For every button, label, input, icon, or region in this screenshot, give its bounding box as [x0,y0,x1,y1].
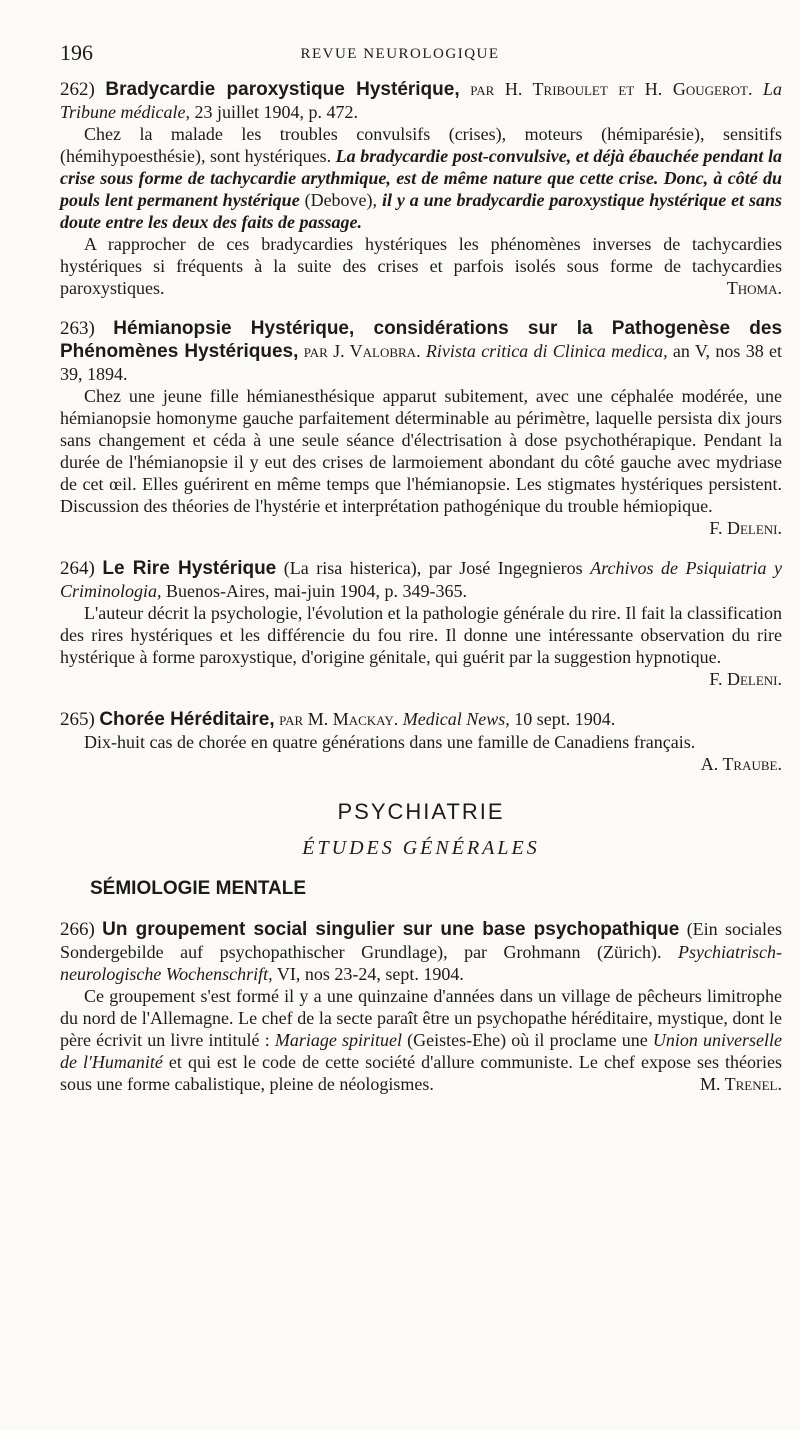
entry-signature: A. Traube. [700,754,782,774]
entry-number: 265) [60,709,95,730]
entry-source: Rivista critica di Clinica medica, [425,341,668,361]
entry-title: Hémianopsie Hystérique, considérations sur la Pathogenèse des Phénomènes Hystériques, [60,318,783,362]
entry-source: La Tribune médicale, [60,79,783,122]
entry-byline: (Ein sociales Sondergebilde auf psychopathischer Grundlage), par Grohmann (Zürich). [60,919,782,962]
entry-body: Chez la malade les troubles convulsifs (crises), moteurs (hémiparésie), sensitifs (hémihypoesthésie), sont hystériques. La bradycardie post-convulsive, et déjà ébauchée pendant la crise sous forme de tachycardie arythmique, est de même nature que cette crise. Donc, à côté du pouls lent permanent hystérique (Debove), il y a une bradycardie paroxystique hystérique et sans doute entre les deux des faits de passage. [60,124,783,232]
entry-source: Medical News, [402,709,510,729]
entry-number: 264) [60,558,95,579]
entry-body: L'auteur décrit la psychologie, l'évolution et la pathologie générale du rire. Il fait la classification des rires hystériques et les différencie du fou rire. Il donne une intéressante observation du rire hystérique à forme paroxystique, d'origine génitale, qui guérit par la suggestion hypnotique. F. Deleni. [60,603,782,689]
entry-heading [60,557,782,602]
abstract-entry-264 [60,557,782,690]
entry-details: 23 juillet 1904, p. 472. [194,102,358,122]
entry-heading [60,708,782,731]
abstract-entry-263 [60,317,782,539]
page-header [60,40,740,70]
running-title: REVUE NEUROLOGIQUE [300,46,500,62]
entry-body: Ce groupement s'est formé il y a une quinzaine d'années dans un village de pêcheurs limitrophe du nord de l'Allemagne. Le chef de la secte paraît être un psychopathe héréditaire, mystique, dont le père écrivit un livre intitulé : Mariage spirituel (Geistes-Ehe) où il proclame une Union universelle de l'Humanité et qui est le code de cette société d'allure communiste. Le chef expose ses théories sous une forme cabalistique, pleine de néologismes. M. Trenel. [60,986,782,1094]
entry-byline: par J. Valobra. [303,341,421,361]
entry-details: an V, nos 38 et 39, 1894. [60,341,782,384]
entry-signature: F. Deleni. [709,669,782,689]
entry-byline: par H. Triboulet et H. Gougerot. [470,79,753,99]
entry-source: Archivos de Psiquiatria y Criminologia, [60,558,783,601]
entry-signature: F. Deleni. [709,518,782,538]
entry-details: Buenos-Aires, mai-juin 1904, p. 349-365. [166,581,467,601]
entry-source: Psychiatrisch-neurologische Wochenschrift, [60,942,783,984]
page-number: 196 [60,40,93,65]
entry-body: Chez une jeune fille hémianesthésique apparut subitement, avec une céphalée modérée, une hémianopsie homonyme gauche parfaitement déterminable au périmètre, laquelle persista dix jours sans changement et céda à une seule séance d'électrisation à dose psychothérapique. Pendant la durée de l'hémianopsie il y eut des crises de larmoiement abondant du côté gauche avec mydriase de cet œil. Elles guérirent en même temps que l'hémianopsie. Les stigmates hystériques persistent. Discussion des théories de l'hystérie et interprétation pathogénique du trouble hémiopique. F. Deleni. [60,386,782,538]
abstract-entry-262 [60,78,782,299]
entry-number: 262) [60,79,95,100]
abstract-entry-266 [60,918,782,1095]
entry-signature: M. Trenel. [699,1074,782,1094]
entry-title: Chorée Héréditaire, [99,709,275,730]
section-title: PSYCHIATRIE [337,799,505,824]
entry-heading [60,317,782,385]
subsection-title: ÉTUDES GÉNÉRALES [302,837,540,859]
entry-number: 266) [60,919,95,940]
entry-body-2: A rapprocher de ces bradycardies hystériques les phénomènes inverses de tachycardies hystériques si fréquents à la suite des crises et parfois isolés sous forme de tachycardies paroxystiques. Thoma. [60,234,782,298]
entry-heading [60,78,782,123]
entry-byline: (La risa histerica), par José Ingegnieros [283,558,583,578]
page-content [60,78,782,1113]
entry-title: Bradycardie paroxystique Hystérique, [105,79,460,100]
entry-byline: par M. Mackay. [279,709,399,729]
entry-body: Dix-huit cas de chorée en quatre générations dans une famille de Canadiens français. A. Traube. [84,732,782,774]
entry-title: Le Rire Hystérique [102,558,277,579]
entry-details: 10 sept. 1904. [514,709,616,729]
rubric-title: SÉMIOLOGIE MENTALE [90,878,307,899]
entry-signature: Thoma. [726,278,782,298]
entry-heading [60,918,782,985]
entry-title: Un groupement social singulier sur une base psychopathique [102,919,680,940]
entry-number: 263) [60,318,95,339]
entry-details: VI, nos 23-24, sept. 1904. [276,964,464,984]
abstract-entry-265 [60,708,782,775]
